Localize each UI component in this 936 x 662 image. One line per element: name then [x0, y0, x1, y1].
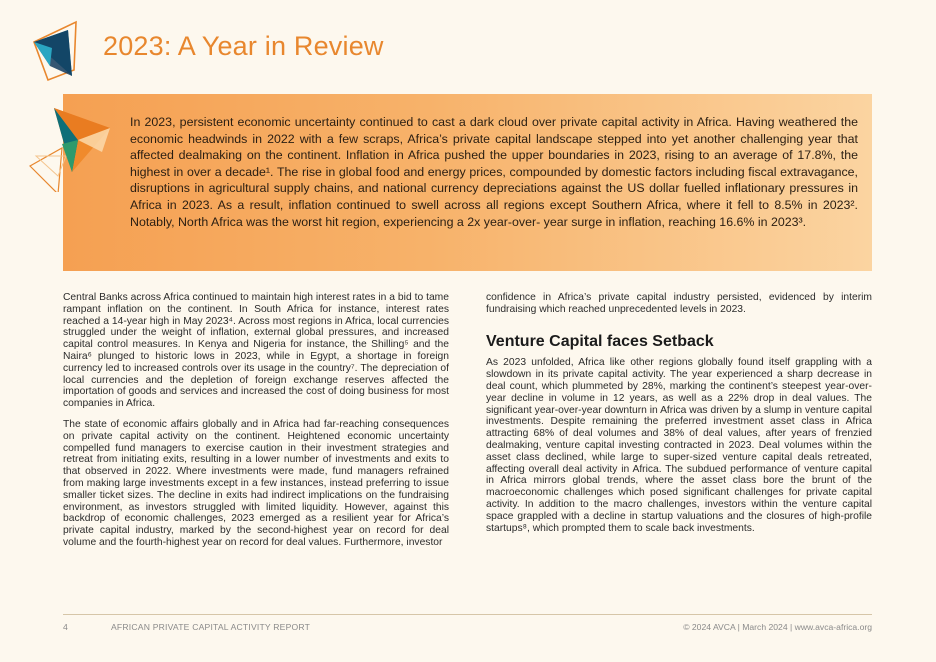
left-paragraph-1: Central Banks across Africa continued to maintain high interest rates in a bid to tame rampant inflation on the continent. In South Africa for instance, interest rates reached a 14-year high in May 2023⁴. Across most regions in Africa, local currencies struggled under the weight of inflation, external global pressures, and increased capital control measures. In Kenya and Nigeria for instance, the Shilling⁵ and the Naira⁶ plunged to historic lows in 2023, while in Egypt, a shortage in foreign currency led to increased controls over its usage in the country⁷. The depreciation of local currencies and the depletion of foreign exchange reserves affected the importation of goods and services and increased the cost of doing business for most companies in Africa.: [63, 292, 449, 410]
left-column: [63, 292, 449, 558]
page-title: 2023: A Year in Review: [103, 31, 384, 61]
section-heading: Venture Capital faces Setback: [486, 332, 714, 350]
left-paragraph-2: The state of economic affairs globally and in Africa had far-reaching consequences on private capital activity on the continent. Heightened economic uncertainty compelled fund managers to exercise caution in their investment strategies and retreat from initiating exits, resulting in a lower number of investments and exits to that observed in 2022. Where investments were made, fund managers refrained from making large investments except in a few instances, instead preferring to issue smaller ticket sizes. The decline in exits had indirect implications on the fundraising environment, as investors struggled with limited liquidity. However, against this backdrop of economic challenges, 2023 emerged as a resilient year for Africa’s private capital industry, marked by the second-highest year on record for deal volume and the fourth-highest year on record for deal values. Furthermore, investor: [63, 418, 449, 548]
page-number: 4: [63, 622, 68, 632]
intro-paragraph: In 2023, persistent economic uncertainty continued to cast a dark cloud over private capital activity in Africa. Having weathered the economic headwinds in 2022 with a few scraps, Africa’s private capital landscape stepped into yet another challenging year that affected dealmaking on the continent. Inflation in Africa pushed the upper boundaries in 2023, rising to an average of 17.8%, the highest in over a decade¹. The rise in global food and energy prices, compounded by domestic factors including fiscal extravagance, disruptions in agricultural supply chains, and national currency depreciations against the US dollar fuelled inflationary pressures in Africa in 2023. As a result, inflation continued to swell across all regions except Southern Africa, where it fell to 8.5% in 2023². Notably, North Africa was the worst hit region, experiencing a 2x year-over- year surge in inflation, reaching 16.6% in 2023³.: [130, 115, 858, 229]
footer-copyright: © 2024 AVCA | March 2024 | www.avca-africa.org: [683, 622, 872, 632]
right-paragraph-1: confidence in Africa’s private capital industry persisted, evidenced by interim fundraising which reached unprecedented levels in 2023.: [486, 292, 872, 315]
right-paragraph-2: As 2023 unfolded, Africa like other regions globally found itself grappling with a slowdown in its private capital activity. The year experienced a sharp decrease in deal count, which plummeted by 28%, marking the continent’s steepest year-over-year decline in volume in 12 years, as well as a 22% drop in deal values. The significant year-over-year downturn in Africa was driven by a slump in venture capital investments. Despite remaining the preferred investment asset class in Africa attracting 68% of deal volumes and 38% of deal values, after years of frenzied dealmaking, venture capital investing contracted in 2023. Deal volumes within the asset class declined, while large to super-sized venture capital deals retreated, affecting overall deal activity in Africa. The subdued performance of venture capital in Africa mirrors global trends, where the asset class bore the brunt of the macroeconomic challenges which posed significant challenges for private capital activity. In addition to the macro challenges, investors within the venture capital space grappled with a decline in startup valuations and the closures of high-profile startups⁸, which prompted them to scale back investments.: [486, 357, 872, 534]
intro-banner: [63, 94, 872, 271]
avca-logo-icon: [30, 18, 86, 82]
triangle-decoration-icon: [28, 100, 118, 192]
footer-divider: [63, 614, 872, 615]
right-column: [486, 292, 872, 543]
report-name: AFRICAN PRIVATE CAPITAL ACTIVITY REPORT: [111, 622, 311, 632]
